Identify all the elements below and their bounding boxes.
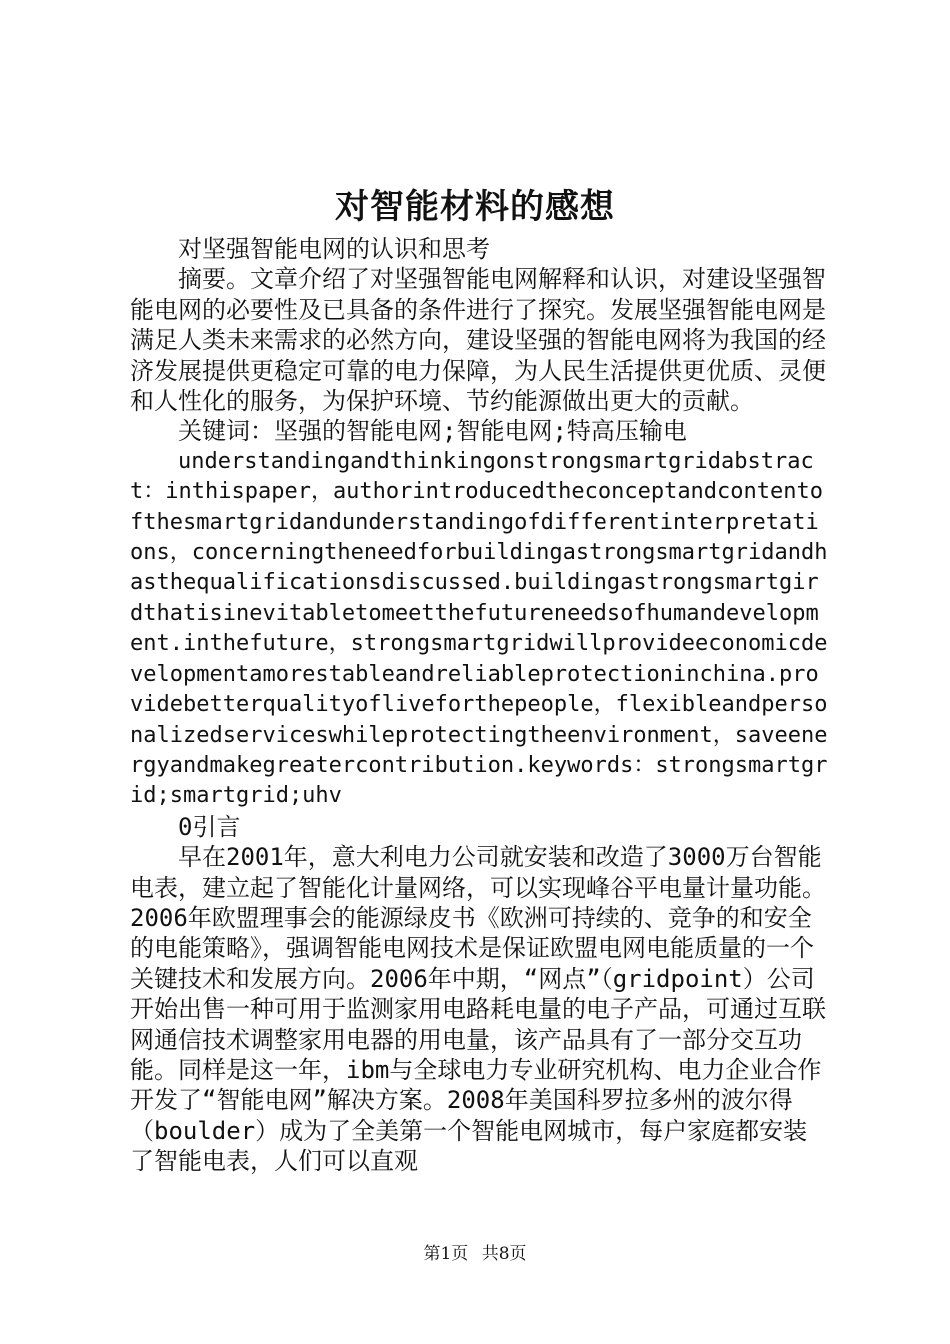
english-abstract-paragraph: understandingandthinkingonstrongsmartgridabstract：inthispaper，authorintroducedtheconceptandcontentofthesmartgridandunderstandingofdifferentinterpretations，concerningtheneedforbuildingastrongsmartgridandhasthequalificationsdiscussed.buildingastrongsmartgirdthatisinevitabletomeetthefutureneedsofhumandevelopment.inthefuture，strongsmartgridwillprovideeconomicdevelopmentamorestableandreliableprotectioninchina.providebetterqualityofliveforthepeople，flexibleandpersonalizedserviceswhileprotectingtheenvironment，saveenergyandmakegreatercontribution.keywords：strongsmartgrid;smartgrid;uhv bbox=[130, 448, 828, 809]
section-heading: 0引言 bbox=[178, 812, 241, 841]
page-footer bbox=[0, 1243, 950, 1265]
abstract-paragraph: 摘要。文章介绍了对坚强智能电网解释和认识，对建设坚强智能电网的必要性及已具备的条件进行了探究。发展坚强智能电网是满足人类未来需求的必然方向，建设坚强的智能电网将为我国的经济发展提供更稳定可靠的电力保障，为人民生活提供更优质、灵便和人性化的服务，为保护环境、节约能源做出更大的贡献。 bbox=[130, 265, 826, 416]
page-number: 第1页 bbox=[423, 1244, 469, 1264]
page-total: 共8页 bbox=[481, 1244, 527, 1264]
document-body bbox=[130, 234, 830, 1177]
keywords-paragraph: 关键词：坚强的智能电网;智能电网;特高压输电 bbox=[178, 417, 687, 446]
document-title: 对智能材料的感想 bbox=[335, 187, 615, 227]
intro-paragraph: 早在2001年，意大利电力公司就安装和改造了3000万台智能电表，建立起了智能化计量网络，可以实现峰谷平电量计量功能。2006年欧盟理事会的能源绿皮书《欧洲可持续的、竞争的和安全的电能策略》，强调智能电网技术是保证欧盟电网电能质量的一个关键技术和发展方向。2006年中期，“网点”（gridpoint）公司开始出售一种可用于监测家用电路耗电量的电子产品，可通过互联网通信技术调整家用电器的用电量，该产品具有了一部分交互功能。同样是这一年，ibm与全球电力专业研究机构、电力企业合作开发了“智能电网”解决方案。2008年美国科罗拉多州的波尔得（boulder）成为了全美第一个智能电网城市，每户家庭都安装了智能电表，人们可以直观 bbox=[130, 843, 826, 1176]
subtitle-paragraph: 对坚强智能电网的认识和思考 bbox=[178, 235, 490, 263]
